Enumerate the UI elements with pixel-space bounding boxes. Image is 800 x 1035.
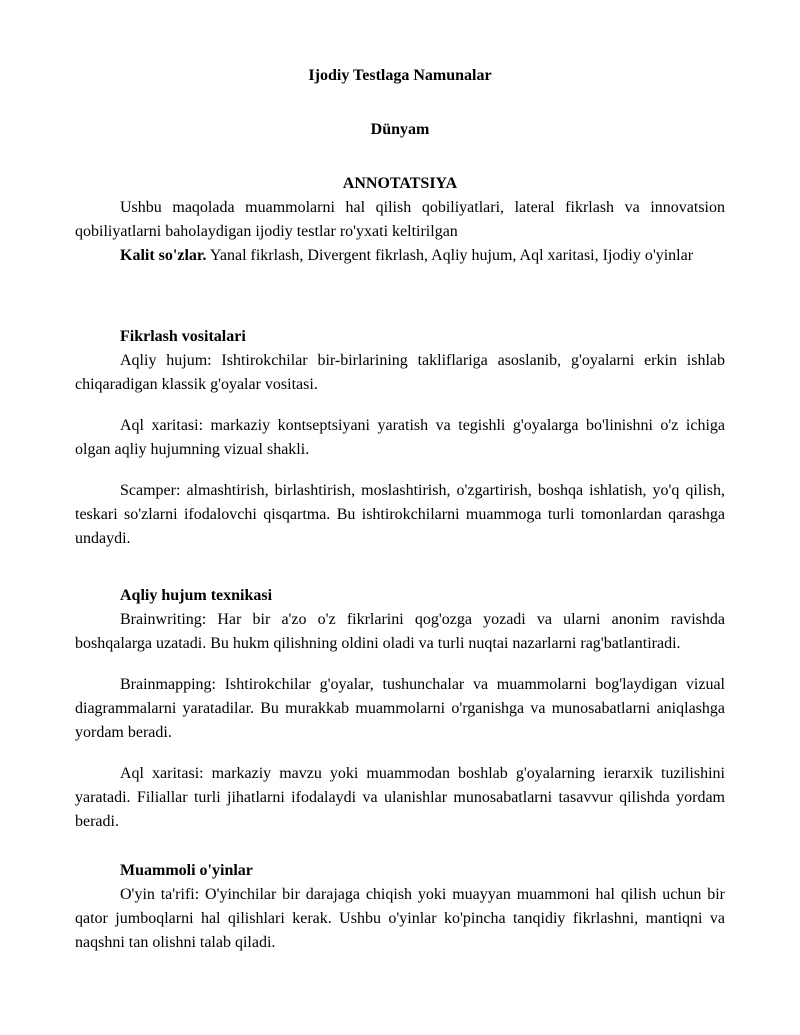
section-heading-aqliy-hujum-texnikasi: Aqliy hujum texnikasi <box>120 587 273 604</box>
annotation-text: Ushbu maqolada muammolarni hal qilish qobiliyatlari, lateral fikrlash va innovatsion qobiliyatlarni baholaydigan ijodiy testlar ro'yxati keltirilgan <box>75 199 725 240</box>
annotation-heading: ANNOTATSIYA <box>342 175 458 192</box>
section-paragraph: O'yin ta'rifi: O'yinchilar bir darajaga chiqish yoki muayyan muammoni hal qilish uchun bir qator jumboqlarni hal qilishlari kerak. Ushbu o'yinlar ko'pincha tanqidiy fikrlashni, mantiqni va naqshni tan olishni talab qiladi. <box>75 886 725 951</box>
document-title: Ijodiy Testlaga Namunalar <box>308 67 492 84</box>
keywords-text: Yanal fikrlash, Divergent fikrlash, Aqliy hujum, Aql xaritasi, Ijodiy o'yinlar <box>206 247 694 264</box>
section-paragraph: Aql xaritasi: markaziy mavzu yoki muammodan boshlab g'oyalarning ierarxik tuzilishini yaratadi. Filiallar turli jihatlarni ifodalaydi va ulanishlar munosabatlarni tasavvur qilishda yordam beradi. <box>75 765 725 830</box>
section-paragraph: Brainwriting: Har bir a'zo o'z fikrlarini qog'ozga yozadi va ularni anonim ravishda boshqalarga uzatadi. Bu hukm qilishning oldini oladi va turli nuqtai nazarlarni rag'batlantiradi. <box>75 611 725 652</box>
section-paragraph: Aqliy hujum: Ishtirokchilar bir-birlarining takliflariga asoslanib, g'oyalarni erkin ishlab chiqaradigan klassik g'oyalar vositasi. <box>75 352 725 393</box>
section-heading-muammoli-oyinlar: Muammoli o'yinlar <box>120 862 253 879</box>
document-author: Dünyam <box>370 121 430 138</box>
keywords-paragraph <box>75 244 725 268</box>
section-paragraph: Brainmapping: Ishtirokchilar g'oyalar, tushunchalar va muammolarni bog'laydigan vizual diagrammalarni yaratadilar. Bu murakkab muammolarni o'rganishga va munosabatlarni aniqlashga yordam beradi. <box>75 676 725 741</box>
document-page <box>75 64 725 955</box>
section-paragraph: Scamper: almashtirish, birlashtirish, moslashtirish, o'zgartirish, boshqa ishlatish, yo'q qilish, teskari so'zlarni ifodalovchi qisqartma. Bu ishtirokchilarni muammoga turli tomonlardan qarashga undaydi. <box>75 482 725 547</box>
section-heading-fikrlash-vositalari: Fikrlash vositalari <box>120 328 246 345</box>
section-paragraph: Aql xaritasi: markaziy kontseptsiyani yaratish va tegishli g'oyalarga bo'linishni o'z ichiga olgan aqliy hujumning vizual shakli. <box>75 417 725 458</box>
keywords-label: Kalit so'zlar. <box>120 247 207 264</box>
